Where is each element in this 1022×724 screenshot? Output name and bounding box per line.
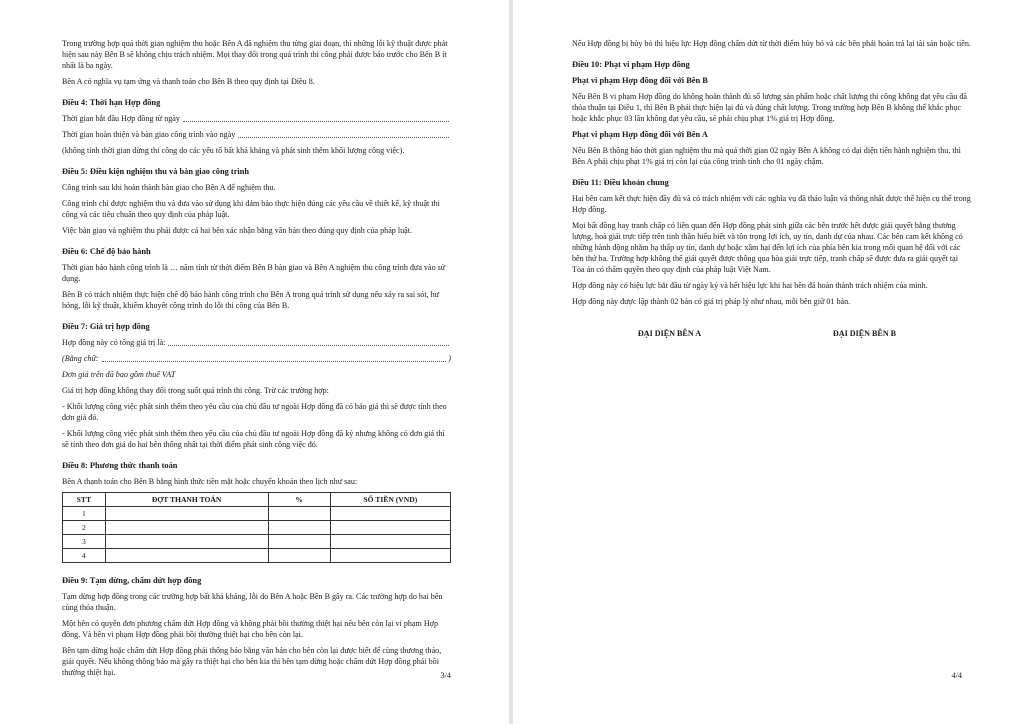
article-11-paragraph: Hợp đồng này được lập thành 02 bản có giá trị pháp lý như nhau, mỗi bên giữ 01 bản. — [572, 297, 851, 306]
table-header: ĐỢT THANH TOÁN — [105, 493, 268, 507]
table-cell — [105, 535, 268, 549]
page-number: 3/4 — [440, 671, 451, 680]
table-cell — [105, 549, 268, 563]
document-page-3 — [0, 0, 509, 724]
article-10-title: Điều 10: Phạt vi phạm Hợp đồng — [572, 60, 690, 69]
intro-paragraph: Trong trường hợp quá thời gian nghiệm thu hoặc Bên A đã nghiệm thu từng giai đoạn, thì những lỗi kỹ thuật được phát hiện sau này Bên B sẽ không chịu trách nhiệm. Mọi thay đổi trong quá trình thi công phải được báo trước cho Bên B ít nhất là ba ngày. — [62, 39, 448, 70]
table-row — [63, 521, 451, 535]
article-6-title: Điều 6: Chế độ bảo hành — [62, 247, 151, 256]
table-cell — [330, 507, 450, 521]
dotted-blank — [102, 361, 447, 362]
article-5-paragraph: Công trình sau khi hoàn thành bàn giao cho Bên A để nghiệm thu. — [62, 183, 276, 192]
article-10-subtitle-b: Phạt vi phạm Hợp đồng đối với Bên B — [572, 76, 708, 85]
intro-paragraph: Bên A có nghĩa vụ tạm ứng và thanh toán cho Bên B theo quy định tại Điều 8. — [62, 77, 315, 86]
table-cell — [268, 535, 330, 549]
article-11-title: Điều 11: Điều khoản chung — [572, 178, 669, 187]
contract-end-line — [62, 129, 451, 140]
table-cell — [105, 521, 268, 535]
contract-start-line — [62, 113, 451, 124]
dotted-blank — [238, 137, 449, 138]
table-header: % — [268, 493, 330, 507]
article-10-paragraph: Nếu Bên B thông báo thời gian nghiệm thu mà quá thời gian 02 ngày Bên A không có đại diện tiến hành nghiệm thu, thì Bên A phải chịu phạt 1% giá trị còn lại của công trình tính cho 01 ngày chậm. — [572, 146, 961, 166]
dotted-blank — [168, 345, 449, 346]
signature-block — [572, 329, 972, 338]
payment-schedule-table — [62, 492, 451, 563]
article-7-paragraph: Giá trị hợp đồng không thay đổi trong suốt quá trình thi công. Trừ các trường hợp: — [62, 386, 329, 395]
article-7-title: Điều 7: Giá trị hợp đồng — [62, 322, 150, 331]
signature-party-a: ĐẠI DIỆN BÊN A — [637, 329, 702, 338]
table-cell: 2 — [63, 521, 106, 535]
page-number: 4/4 — [951, 671, 962, 680]
contract-start-label: Thời gian bắt đầu Hợp đồng từ ngày — [62, 114, 180, 123]
table-row — [63, 535, 451, 549]
article-11-paragraph: Mọi bất đồng hay tranh chấp có liên quan đến Hợp đồng phát sinh giữa các bên trước hết được giải quyết bằng thương lượng, hoà giải trực tiếp trên tinh thần hiểu biết và tôn trọng lợi ích, uy tín, danh dự của nhau. Các bên cam kết không có những hành động nhằm hạ thấp uy tín, danh dự hoặc xâm hại đến lợi ích của phía bên kia trong mối quan hệ đối với các bên thứ ba. Trường hợp không thể giải quyết được thông qua hòa giải trực tiếp, tranh chấp sẽ được đưa ra giải quyết tại Tòa án có thẩm quyền theo quy định của pháp luật Việt Nam. — [572, 221, 963, 274]
contract-value-label: Hợp đồng này có tổng giá trị là: — [62, 338, 166, 347]
article-4-title: Điều 4: Thời hạn Hợp đồng — [62, 98, 161, 107]
table-cell — [105, 507, 268, 521]
dotted-blank — [183, 121, 449, 122]
article-5-title: Điều 5: Điều kiện nghiệm thu và bàn giao công trình — [62, 167, 250, 176]
table-cell: 4 — [63, 549, 106, 563]
table-row — [63, 507, 451, 521]
article-9-paragraph: Tạm dừng hợp đồng trong các trường hợp bất khả kháng, lỗi do Bên A hoặc Bên B gây ra. Các trường hợp do hai bên cùng thỏa thuận. — [62, 592, 443, 612]
document-page-4 — [513, 0, 1022, 724]
article-10-paragraph: Nếu Bên B vi phạm Hợp đồng do không hoàn thành đủ số lượng sản phẩm hoặc chất lượng thi công không đạt yêu cầu đã thỏa thuận tại Điều 1, thì Bên B phải thực hiện lại đủ và đúng chất lượng. Trong trường hợp Bên B không thể khắc phục hoặc khắc phục 03 lần không đạt yêu cầu, sẽ phải chịu phạt 1% giá trị Hợp đồng. — [572, 92, 967, 123]
article-5-paragraph: Việc bàn giao và nghiệm thu phải được cả hai bên xác nhận bằng văn bản theo đúng quy định của pháp luật. — [62, 226, 413, 235]
table-cell — [268, 521, 330, 535]
article-5-paragraph: Công trình chỉ được nghiệm thu và đưa vào sử dụng khi đảm bảo thực hiện đúng các yêu cầu về thiết kế, kỹ thuật thi công và các tiêu chuẩn theo quy định của pháp luật. — [62, 199, 440, 219]
table-header: SỐ TIỀN (VND) — [330, 493, 450, 507]
table-cell — [268, 549, 330, 563]
table-cell — [330, 549, 450, 563]
contract-end-label: Thời gian hoàn thiện và bàn giao công trình vào ngày — [62, 130, 236, 139]
article-7-paragraph: - Khối lượng công việc phát sinh thêm theo yêu cầu của chủ đầu tư ngoài Hợp đồng đã có báo giá thì sẽ được tính theo đơn giá đó. — [62, 402, 447, 422]
table-cell — [330, 521, 450, 535]
article-9-paragraph: Bên tạm dừng hoặc chấm dứt Hợp đồng phải thông báo bằng văn bản cho bên còn lại được biết để cùng thương thảo, giải quyết. Nếu không thông báo mà gây ra thiệt hại cho bên kia thì bên tạm dừng hoặc chấm dứt Hợp đồng phải bồi thường thiệt hại. — [62, 646, 442, 677]
table-header: STT — [63, 493, 106, 507]
article-10-subtitle-a: Phạt vi phạm Hợp đồng đối với Bên A — [572, 130, 708, 139]
article-4-note: (không tính thời gian dừng thi công do các yếu tố bất khả kháng và phát sinh thêm khối lượng công việc). — [62, 146, 405, 155]
article-11-paragraph: Hợp đồng này có hiệu lực bắt đầu từ ngày ký và hết hiệu lực khi hai bên đã hoàn thành trách nhiệm của mình. — [572, 281, 928, 290]
table-header-row — [63, 493, 451, 507]
intro-paragraph: Nếu Hợp đồng bị hủy bỏ thì hiệu lực Hợp đồng chấm dứt từ thời điểm hủy bỏ và các bên phải hoàn trả lại tài sản hoặc tiền. — [572, 39, 971, 48]
vat-note: Đơn giá trên đã bao gồm thuế VAT — [62, 370, 176, 379]
table-cell: 1 — [63, 507, 106, 521]
signature-party-b: ĐẠI DIỆN BÊN B — [832, 329, 897, 338]
amount-in-words-line — [62, 353, 451, 364]
article-6-paragraph: Bên B có trách nhiệm thực hiện chế độ bảo hành công trình cho Bên A trong quá trình sử dụng nếu xảy ra sai sót, hư hỏng, lỗi kỹ thuật, khiếm khuyết công trình do lỗi thi công của Bên B. — [62, 290, 440, 310]
article-9-paragraph: Một bên có quyền đơn phương chấm dứt Hợp đồng và không phải bồi thường thiệt hại nếu bên còn lại vi phạm Hợp đồng. Và bên vi phạm Hợp đồng phải bồi thường thiệt hại cho bên còn lại. — [62, 619, 439, 639]
article-8-title: Điều 8: Phương thức thanh toán — [62, 461, 178, 470]
table-cell — [268, 507, 330, 521]
article-8-paragraph: Bên A thanh toán cho Bên B bằng hình thức tiền mặt hoặc chuyển khoản theo lịch như sau: — [62, 477, 358, 486]
article-6-paragraph: Thời gian bảo hành công trình là … năm tính từ thời điểm Bên B bàn giao và Bên A nghiệm thu công trình đưa vào sử dụng. — [62, 263, 446, 283]
contract-value-line — [62, 337, 451, 348]
amount-in-words-close: ) — [448, 354, 451, 363]
article-9-title: Điều 9: Tạm dừng, chấm dứt hợp đồng — [62, 576, 202, 585]
table-row — [63, 549, 451, 563]
article-11-paragraph: Hai bên cam kết thực hiện đầy đủ và có trách nhiệm với các nghĩa vụ đã thảo luận và thống nhất được thể hiện cụ thể trong Hợp đồng. — [572, 194, 971, 214]
table-cell: 3 — [63, 535, 106, 549]
table-cell — [330, 535, 450, 549]
article-7-paragraph: - Khối lượng công việc phát sinh thêm theo yêu cầu của chủ đầu tư ngoài Hợp đồng đã ký nhưng không có đơn giá thì sẽ tính theo đơn giá do hai bên thống nhất tại thời điểm phát sinh công việc đó. — [62, 429, 445, 449]
amount-in-words-label: (Bằng chữ: — [62, 354, 99, 363]
